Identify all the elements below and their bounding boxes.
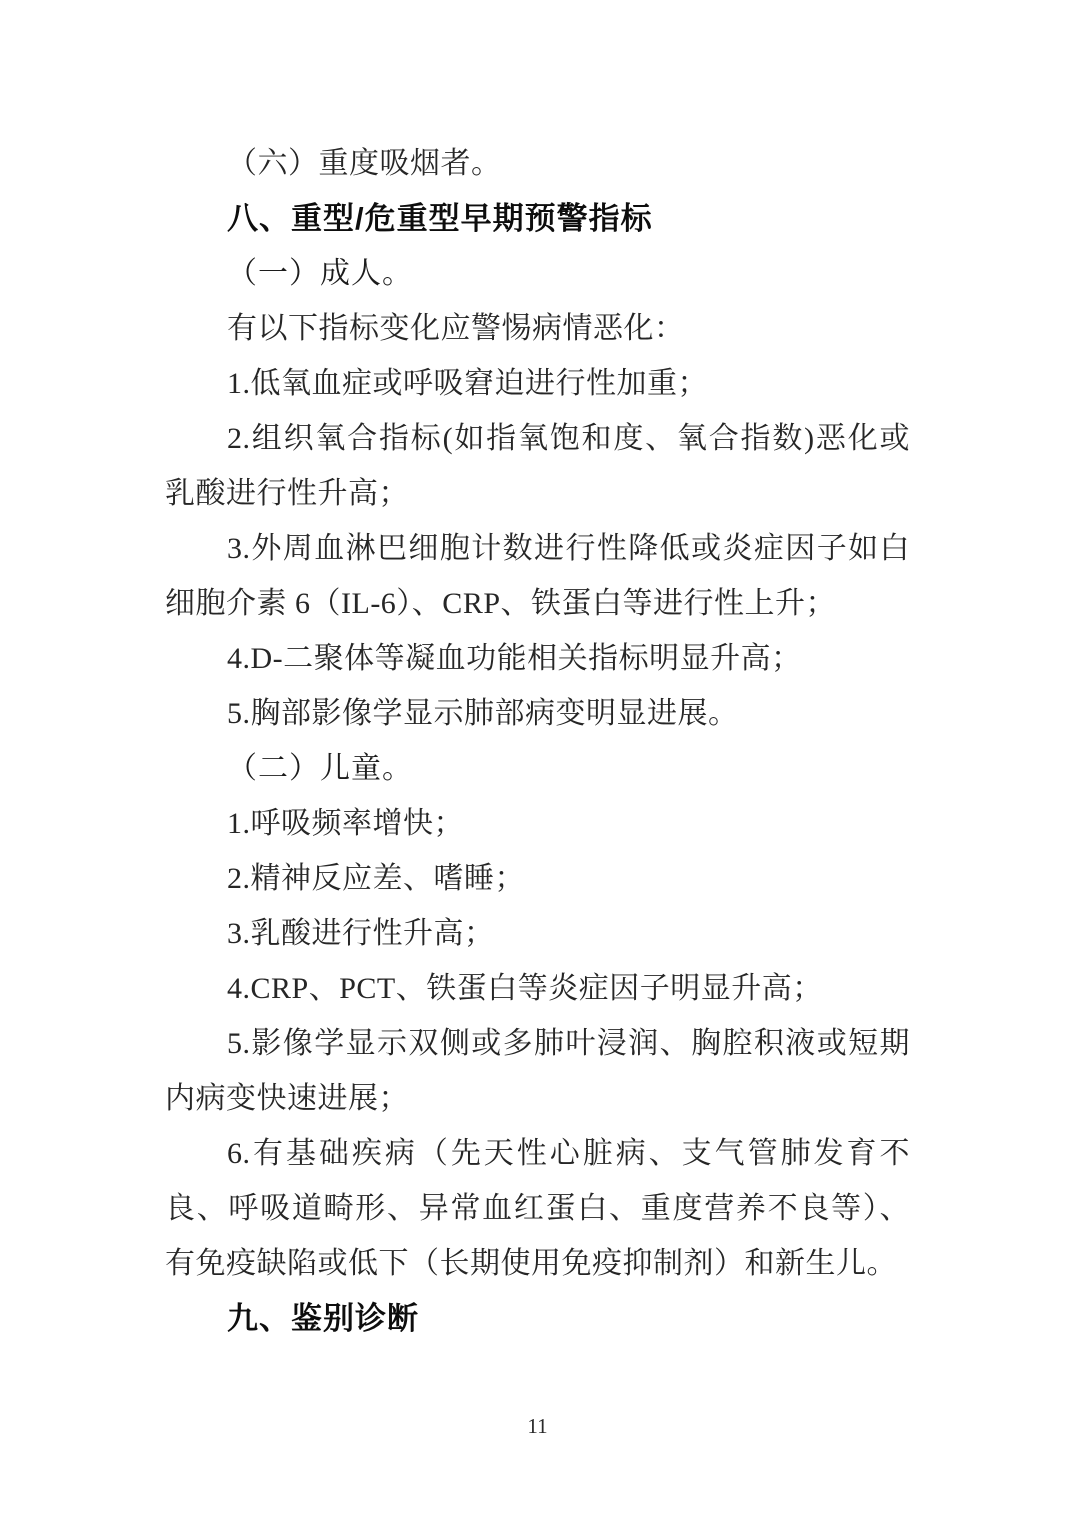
paragraph-adult-item-5: 5.胸部影像学显示肺部病变明显进展。 <box>227 697 739 730</box>
paragraph-child-item-3: 3.乳酸进行性升高； <box>227 917 495 950</box>
paragraph-heavy-smoker: （六）重度吸烟者。 <box>227 147 502 180</box>
page-number: 11 <box>527 1414 548 1438</box>
paragraph-child-item-4: 4.CRP、PCT、铁蛋白等炎症因子明显升高； <box>227 972 823 1005</box>
paragraph-adult-item-2: 2.组织氧合指标(如指氧饱和度、氧合指数)恶化或乳酸进行性升高； <box>165 422 910 510</box>
paragraph-child-item-2: 2.精神反应差、嗜睡； <box>227 862 525 895</box>
paragraph-adult-intro: 有以下指标变化应警惕病情恶化： <box>227 312 685 345</box>
paragraph-adult-item-3: 3.外周血淋巴细胞计数进行性降低或炎症因子如白细胞介素 6（IL-6）、CRP、铁蛋白等进行性上升； <box>165 532 910 620</box>
section-heading-9-differential-diagnosis: 九、鉴别诊断 <box>227 1301 419 1336</box>
paragraph-child-item-1: 1.呼吸频率增快； <box>227 807 464 840</box>
paragraph-adult-item-1: 1.低氧血症或呼吸窘迫进行性加重； <box>227 367 708 400</box>
paragraph-adult-item-4: 4.D-二聚体等凝血功能相关指标明显升高； <box>227 642 802 675</box>
page-footer <box>165 1414 910 1438</box>
subheading-children: （二）儿童。 <box>227 752 413 785</box>
subheading-adults: （一）成人。 <box>227 257 413 290</box>
paragraph-child-item-6: 6.有基础疾病（先天性心脏病、支气管肺发育不良、呼吸道畸形、异常血红蛋白、重度营养不良等）、有免疫缺陷或低下（长期使用免疫抑制剂）和新生儿。 <box>165 1137 910 1280</box>
section-heading-8-early-warning: 八、重型/危重型早期预警指标 <box>227 201 653 236</box>
paragraph-child-item-5: 5.影像学显示双侧或多肺叶浸润、胸腔积液或短期内病变快速进展； <box>165 1027 910 1115</box>
